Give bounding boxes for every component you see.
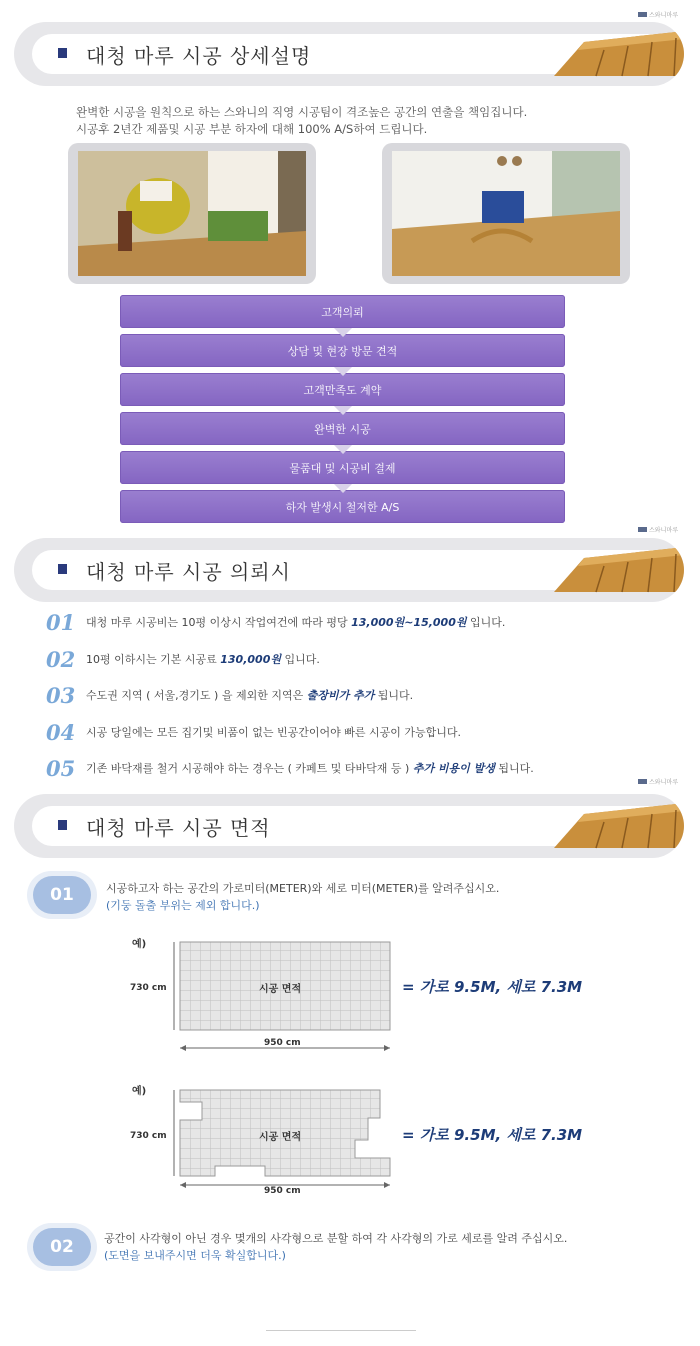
step-arrow-icon	[334, 406, 352, 415]
process-step: 상담 및 현장 방문 견적	[120, 334, 565, 367]
area-instruction-1: 시공하고자 하는 공간의 가로미터(METER)와 세로 미터(METER)를 알려주십시오. (기둥 돌출 부위는 제외 합니다.)	[106, 882, 500, 912]
logo-mark-icon	[638, 779, 647, 784]
list-item: 05 기존 바닥재를 철거 시공해야 하는 경우는 ( 카페트 및 타바닥재 등 ) 추가 비용이 발생 됩니다.	[46, 755, 534, 781]
header-bullet-icon	[58, 820, 67, 830]
width-dimension: 950 cm	[264, 1038, 301, 1048]
logo-mark-icon	[638, 12, 647, 17]
header-bullet-icon	[58, 564, 67, 574]
step-arrow-icon	[334, 445, 352, 454]
step-badge: 01	[33, 876, 91, 914]
area-instruction-2: 공간이 사각형이 아닌 경우 몇개의 사각형으로 분할 하여 각 사각형의 가로 세로를 알려 주십시오. (도면을 보내주시면 더욱 확실합니다.)	[104, 1232, 568, 1262]
process-step: 고객만족도 계약	[120, 373, 565, 406]
section-header-area	[14, 794, 684, 858]
brand-logo: 스와니마루	[638, 525, 678, 534]
process-step: 물품대 및 시공비 결제	[120, 451, 565, 484]
process-step: 완벽한 시공	[120, 412, 565, 445]
section-title: 대청 마루 시공 면적	[86, 816, 271, 840]
process-step: 고객의뢰	[120, 295, 565, 328]
wood-deck-icon	[544, 544, 684, 594]
section-title: 대청 마루 시공 상세설명	[86, 44, 312, 68]
balcony-photo-1	[68, 143, 316, 284]
step-arrow-icon	[334, 484, 352, 493]
step-badge: 02	[33, 1228, 91, 1266]
example-label: 예)	[132, 1086, 147, 1097]
list-item: 03 수도권 지역 ( 서울,경기도 ) 을 제외한 지역은 출장비가 추가 됩니다.	[46, 682, 414, 708]
section-header-request	[14, 538, 684, 602]
wood-deck-icon	[544, 28, 684, 78]
process-step: 하자 발생시 철저한 A/S	[120, 490, 565, 523]
step-arrow-icon	[334, 328, 352, 337]
process-steps	[120, 295, 565, 529]
balcony-chair-image	[78, 151, 306, 276]
footer-divider	[266, 1330, 416, 1331]
area-equation: = 가로 9.5M, 세로 7.3M	[402, 978, 583, 996]
intro-text: 완벽한 시공을 원칙으로 하는 스와니의 직영 시공팀이 격조높은 공간의 연출을 책임집니다. 시공후 2년간 제품및 시공 부분 하자에 대해 100% A/S하여 드립니다.	[76, 105, 528, 136]
logo-mark-icon	[638, 527, 647, 532]
wood-deck-icon	[544, 800, 684, 850]
list-item: 01 대청 마루 시공비는 10평 이상시 작업여건에 따라 평당 13,000원~15,000원 입니다.	[46, 609, 506, 635]
balcony-photo-2	[382, 143, 630, 284]
section-title: 대청 마루 시공 의뢰시	[86, 560, 291, 584]
height-dimension: 730 cm	[130, 1131, 167, 1141]
brand-logo: 스와니마루	[638, 10, 678, 19]
brand-logo: 스와니마루	[638, 777, 678, 786]
section-header-detail	[14, 22, 684, 86]
example-label: 예)	[132, 939, 147, 950]
area-label: 시공 면적	[259, 1132, 302, 1143]
step-arrow-icon	[334, 367, 352, 376]
header-bullet-icon	[58, 48, 67, 58]
list-item: 04 시공 당일에는 모든 집기및 비품이 없는 빈공간이어야 빠른 시공이 가능합니다.	[46, 719, 461, 745]
list-item: 02 10평 이하시는 기본 시공료 130,000원 입니다.	[46, 646, 320, 672]
height-dimension: 730 cm	[130, 983, 167, 993]
width-dimension: 950 cm	[264, 1186, 301, 1196]
area-equation: = 가로 9.5M, 세로 7.3M	[402, 1126, 583, 1144]
area-label: 시공 면적	[259, 984, 302, 995]
balcony-rocking-chair-image	[392, 151, 620, 276]
